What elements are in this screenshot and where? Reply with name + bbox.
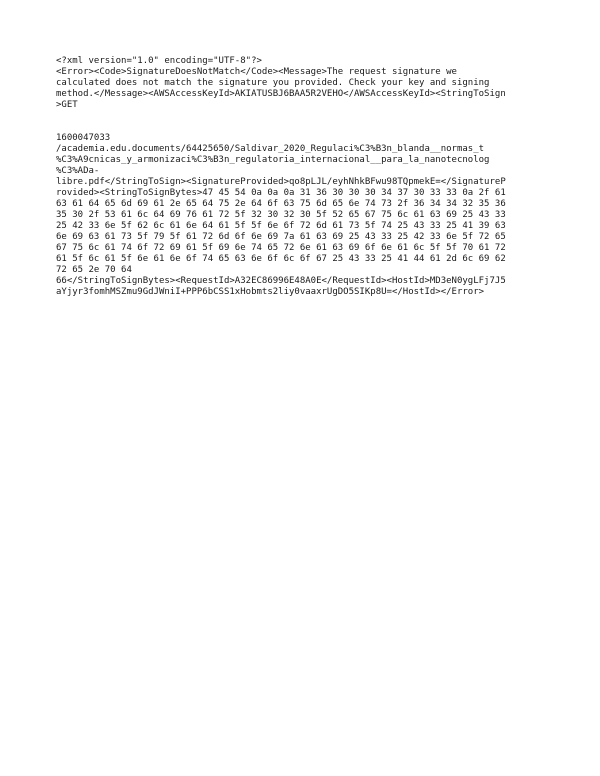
text-line: %C3%ADa- [56, 166, 100, 176]
text-line: rovided><StringToSignBytes>47 45 54 0a 0a 0a 31 36 30 30 30 34 37 30 33 33 0a 2f 61 [56, 188, 506, 198]
text-line: method.</Message><AWSAccessKeyId>AKIATUSBJ6BAA5R2VEHO</AWSAccessKeyId><StringToSign [56, 89, 506, 99]
text-line: libre.pdf</StringToSign><SignatureProvided>qo8pLJL/eyhNhkBFwu98TQpmekE=</SignatureP [56, 177, 506, 187]
text-line: <?xml version="1.0" encoding="UTF-8"?> [56, 56, 262, 66]
text-line: %C3%A9cnicas_y_armonizaci%C3%B3n_regulatoria_internacional__para_la_nanotecnolog [56, 155, 490, 165]
text-line [56, 122, 556, 133]
text-line: 61 5f 6c 61 5f 6e 61 6e 6f 74 65 63 6e 6f 6c 6f 67 25 43 33 25 41 44 61 2d 6c 69 62 [56, 254, 506, 264]
text-line: aYjyr3fomhMSZmu9GdJWniI+PPP6bCSS1xHobmts2liy0vaaxrUgDO5SIKp8U=</HostId></Error> [56, 287, 485, 297]
text-line: 6e 69 63 61 73 5f 79 5f 61 72 6d 6f 6e 69 7a 61 63 69 25 43 33 25 42 33 6e 5f 72 65 [56, 232, 506, 242]
text-line: 25 42 33 6e 5f 62 6c 61 6e 64 61 5f 5f 6e 6f 72 6d 61 73 5f 74 25 43 33 25 41 39 63 [56, 221, 506, 231]
text-line: 63 61 64 65 6d 69 61 2e 65 64 75 2e 64 6f 63 75 6d 65 6e 74 73 2f 36 34 34 32 35 36 [56, 199, 506, 209]
text-line: /academia.edu.documents/64425650/Saldivar_2020_Regulaci%C3%B3n_blanda__normas_t [56, 144, 485, 154]
text-line: >GET [56, 100, 78, 110]
text-line: 72 65 2e 70 64 [56, 265, 132, 275]
text-line: 66</StringToSignBytes><RequestId>A32EC86996E48A0E</RequestId><HostId>MD3eN0ygLFj7J5 [56, 276, 506, 286]
text-line: <Error><Code>SignatureDoesNotMatch</Code><Message>The request signature we [56, 67, 457, 77]
xml-error-document [56, 56, 556, 298]
text-line: 35 30 2f 53 61 6c 64 69 76 61 72 5f 32 30 32 30 5f 52 65 67 75 6c 61 63 69 25 43 33 [56, 210, 506, 220]
text-line: calculated does not match the signature you provided. Check your key and signing [56, 78, 490, 88]
text-line [56, 111, 556, 122]
text-line: 1600047033 [56, 133, 111, 143]
text-line: 67 75 6c 61 74 6f 72 69 61 5f 69 6e 74 65 72 6e 61 63 69 6f 6e 61 6c 5f 5f 70 61 72 [56, 243, 506, 253]
